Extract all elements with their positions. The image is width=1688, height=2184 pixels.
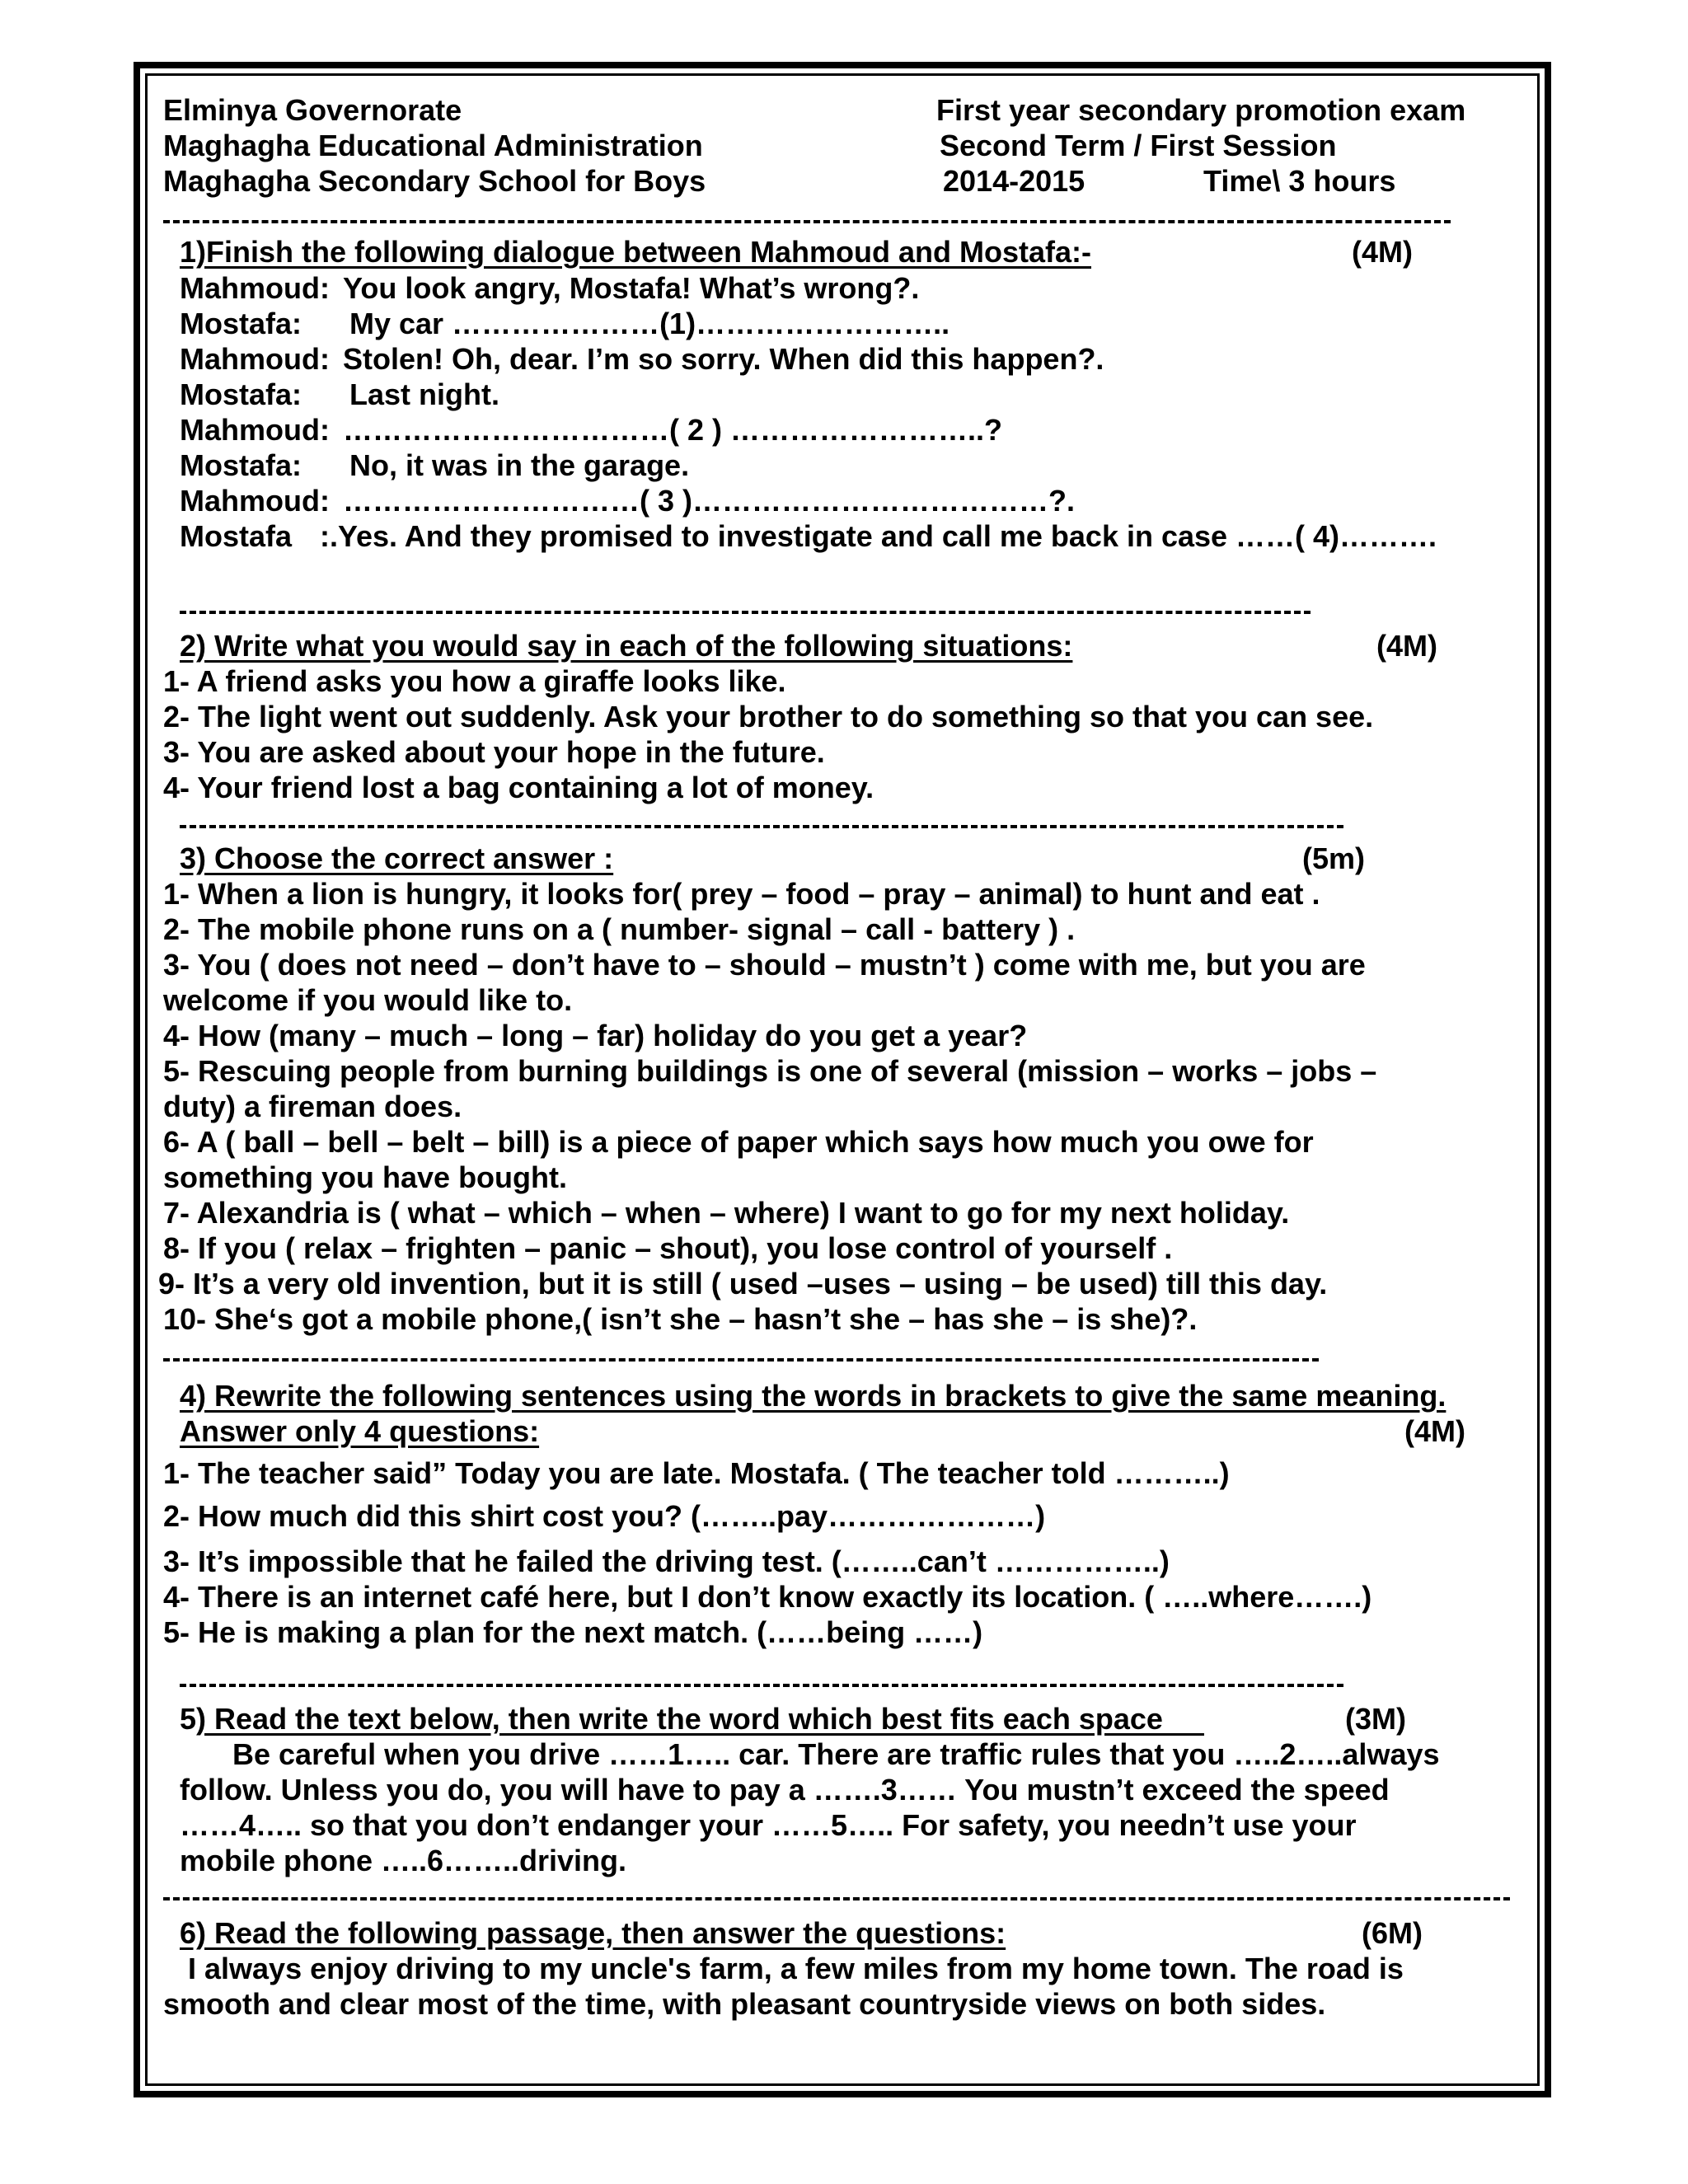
dialogue-text: :.Yes. And they promised to investigate and call me back in case ……( 4)………. [320, 519, 1437, 553]
choice-line: 6- A ( ball – bell – belt – bill) is a piece of paper which says how much you owe for [163, 1125, 1314, 1159]
choice-line: 5- Rescuing people from burning buildings is one of several (mission – works – jobs – [163, 1054, 1377, 1088]
question-1-marks: (4M) [1352, 235, 1413, 269]
divider [163, 220, 1451, 223]
choice-line: 9- It’s a very old invention, but it is still ( used –uses – using – be used) till this day. [158, 1267, 1328, 1301]
question-3-marks: (5m) [1302, 841, 1366, 875]
passage-line: smooth and clear most of the time, with pleasant countryside views on both sides. [163, 1987, 1326, 2021]
header-administration: Maghagha Educational Administration [163, 129, 703, 162]
header-school: Maghagha Secondary School for Boys [163, 164, 706, 198]
choice-line: 2- The mobile phone runs on a ( number- signal – call - battery ) . [163, 912, 1076, 946]
choice-line: 10- She‘s got a mobile phone,( isn’t she – hasn’t she – has she – is she)?. [163, 1302, 1198, 1336]
divider [180, 611, 1311, 614]
question-1-title: 1)Finish the following dialogue between Mahmoud and Mostafa:- [180, 235, 1091, 269]
divider [163, 1897, 1510, 1900]
question-5-title [180, 1701, 1204, 1737]
cloze-line: mobile phone …..6……..driving. [180, 1844, 627, 1877]
header-exam-title: First year secondary promotion exam [936, 93, 1466, 127]
rewrite-item: 1- The teacher said” Today you are late. Mostafa. ( The teacher told ………..) [163, 1456, 1230, 1490]
question-4-marks: (4M) [1404, 1414, 1465, 1448]
rewrite-item: 4- There is an internet café here, but I don’t know exactly its location. ( …..where…….) [163, 1580, 1372, 1614]
choice-line: duty) a fireman does. [163, 1090, 462, 1123]
question-6-title: 6) Read the following passage, then answer the questions: [180, 1916, 1006, 1950]
rewrite-item: 3- It’s impossible that he failed the driving test. (……..can’t ……………..) [163, 1544, 1170, 1578]
dialogue-speaker: Mostafa: [180, 307, 302, 340]
question-2-title: 2) Write what you would say in each of the following situations: [180, 629, 1073, 663]
choice-line: something you have bought. [163, 1160, 568, 1194]
question-3-title: 3) Choose the correct answer : [180, 841, 614, 875]
dialogue-speaker: Mahmoud: [180, 413, 330, 447]
divider [163, 1358, 1319, 1361]
dialogue-speaker: Mahmoud: [180, 484, 330, 518]
rewrite-item: 2- How much did this shirt cost you? (……..pay…………………) [163, 1499, 1046, 1533]
question-5-title-text: ) Read the text below, then write the word which best fits each space [196, 1702, 1204, 1736]
dialogue-speaker: Mahmoud: [180, 271, 330, 305]
situation-item: 3- You are asked about your hope in the future. [163, 735, 825, 769]
dialogue-text: …………………………( 3 )………………………………?. [343, 484, 1075, 518]
situation-item: 4- Your friend lost a bag containing a lot of money. [163, 771, 874, 804]
dialogue-text: No, it was in the garage. [349, 448, 690, 482]
question-4-subtitle: Answer only 4 questions: [180, 1414, 540, 1448]
choice-line: 8- If you ( relax – frighten – panic – shout), you lose control of yourself . [163, 1231, 1173, 1265]
dialogue-text: ……………………………( 2 ) ……………………..? [343, 413, 1002, 447]
choice-line: 7- Alexandria is ( what – which – when – where) I want to go for my next holiday. [163, 1196, 1290, 1230]
situation-item: 2- The light went out suddenly. Ask your brother to do something so that you can see. [163, 700, 1374, 733]
divider [180, 1684, 1343, 1687]
header-time: Time\ 3 hours [1203, 164, 1396, 198]
cloze-line: follow. Unless you do, you will have to pay a …….3…… You mustn’t exceed the speed [180, 1773, 1390, 1807]
header-year: 2014-2015 [943, 164, 1085, 198]
question-5-number: 5 [180, 1702, 197, 1736]
dialogue-speaker: Mahmoud: [180, 342, 330, 376]
choice-line: welcome if you would like to. [163, 983, 573, 1017]
dialogue-text: Last night. [349, 377, 499, 411]
header-term: Second Term / First Session [940, 129, 1337, 162]
passage-line: I always enjoy driving to my uncle's farm, a few miles from my home town. The road is [188, 1952, 1404, 1985]
rewrite-item: 5- He is making a plan for the next match. (……being ……) [163, 1615, 983, 1649]
dialogue-speaker: Mostafa [180, 519, 293, 553]
dialogue-speaker: Mostafa: [180, 448, 302, 482]
dialogue-text: Stolen! Oh, dear. I’m so sorry. When did this happen?. [343, 342, 1104, 376]
question-6-marks: (6M) [1362, 1916, 1423, 1950]
dialogue-text: My car …………………(1)…………………….. [349, 307, 950, 340]
cloze-line: ……4….. so that you don’t endanger your ……5….. For safety, you needn’t use your [180, 1808, 1357, 1842]
header-governorate: Elminya Governorate [163, 93, 462, 127]
question-5-marks: (3M) [1345, 1702, 1406, 1736]
question-4-title: 4) Rewrite the following sentences using the words in brackets to give the same meaning. [180, 1379, 1447, 1413]
dialogue-text: You look angry, Mostafa! What’s wrong?. [343, 271, 920, 305]
choice-line: 4- How (many – much – long – far) holiday do you get a year? [163, 1019, 1028, 1052]
choice-line: 1- When a lion is hungry, it looks for( prey – food – pray – animal) to hunt and eat . [163, 877, 1320, 911]
dialogue-speaker: Mostafa: [180, 377, 302, 411]
question-2-marks: (4M) [1376, 629, 1437, 663]
choice-line: 3- You ( does not need – don’t have to – should – mustn’t ) come with me, but you are [163, 948, 1366, 982]
cloze-line: Be careful when you drive ……1….. car. There are traffic rules that you …..2…..always [232, 1737, 1440, 1771]
situation-item: 1- A friend asks you how a giraffe looks like. [163, 664, 786, 698]
divider [180, 825, 1343, 828]
